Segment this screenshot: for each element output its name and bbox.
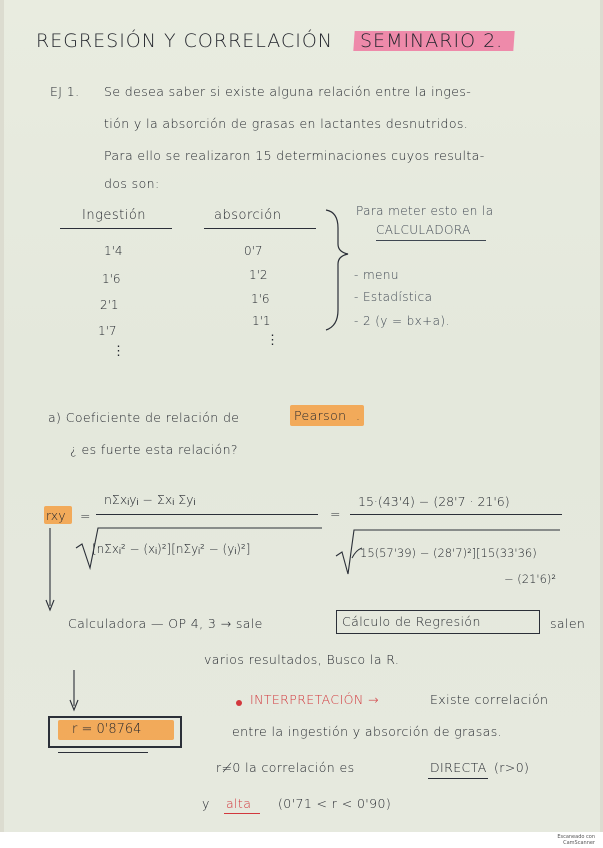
interpretation-directa: DIRECTA xyxy=(430,760,487,775)
scan-footer xyxy=(0,832,603,848)
cell-absorption-4: 1'1 xyxy=(252,314,271,328)
question-b: ¿ es fuerte esta relación? xyxy=(70,442,238,457)
result-value: r = 0'8764 xyxy=(72,722,142,737)
interpretation-text-3a: r≠0 la correlación es xyxy=(216,760,355,775)
exercise-line-1: Se desea saber si existe alguna relación entre la inges- xyxy=(104,84,472,99)
exercise-line-2: tión y la absorción de grasas en lactantes desnutridos. xyxy=(104,116,469,131)
pearson-word: Pearson xyxy=(294,408,347,423)
scanner-line-1: Escaneado con xyxy=(557,834,595,840)
brace-icon xyxy=(326,210,348,330)
formula-numerator: nΣxᵢyᵢ − Σxᵢ Σyᵢ xyxy=(104,492,196,507)
cell-ingestion-4: 1'7 xyxy=(98,324,117,338)
sqrt-sign-2 xyxy=(336,530,560,574)
interpretation-text-1: Existe correlación xyxy=(430,692,549,707)
calc-step-3: - 2 (y = bx+a). xyxy=(354,314,450,328)
hand-drawn-strokes xyxy=(4,0,600,832)
column-header-absorption: absorción xyxy=(214,208,282,223)
sqrt-sign-1 xyxy=(76,528,322,568)
scanner-watermark xyxy=(557,834,595,846)
question-a-end: . xyxy=(356,408,361,423)
calc-step-2: - Estadística xyxy=(354,290,433,304)
exercise-line-3: Para ello se realizaron 15 determinaciones cuyos resulta- xyxy=(104,148,485,163)
exercise-label: EJ 1. xyxy=(50,84,80,99)
interpretation-text-4a: y xyxy=(202,796,210,811)
calc-step-1: - menu xyxy=(354,268,399,282)
seminar-tag: SEMINARIO 2. xyxy=(360,30,504,52)
cell-ingestion-2: 1'6 xyxy=(102,272,121,286)
cell-ingestion-3: 2'1 xyxy=(100,298,119,312)
column-header-ingestion: Ingestión xyxy=(82,208,147,223)
exercise-line-4: dos son: xyxy=(104,176,160,191)
cell-ingestion-1: 1'4 xyxy=(104,244,123,258)
notebook-page xyxy=(4,0,600,832)
page-title: REGRESIÓN Y CORRELACIÓN xyxy=(36,30,334,52)
bracket-stroke xyxy=(352,548,362,558)
ellipsis-ingestion: ⋮ xyxy=(112,344,125,359)
formula-denominator: [nΣxᵢ² − (xᵢ)²][nΣyᵢ² − (yᵢ)²] xyxy=(92,542,251,556)
cell-absorption-3: 1'6 xyxy=(251,292,270,306)
formula-equals-2: = xyxy=(330,506,341,521)
ellipsis-absorption: ⋮ xyxy=(266,333,279,348)
regression-box-label: Cálculo de Regresión xyxy=(342,614,481,629)
formula-lhs: rxy xyxy=(46,508,66,523)
interpretation-text-4c: (0'71 < r < 0'90) xyxy=(278,796,392,811)
scanner-line-2: CamScanner xyxy=(563,840,595,846)
question-a: a) Coeficiente de relación de xyxy=(48,410,240,425)
calc-note-line-2: CALCULADORA xyxy=(376,223,471,237)
cell-absorption-2: 1'2 xyxy=(249,268,268,282)
interpretation-text-3c: (r>0) xyxy=(494,760,530,775)
values-numerator: 15·(43'4) − (28'7 · 21'6) xyxy=(358,494,510,509)
calc-note-line-1: Para meter esto en la xyxy=(356,204,494,218)
interpretation-title: INTERPRETACIÓN → xyxy=(250,692,379,707)
values-denominator-2: − (21'6)² xyxy=(504,572,556,586)
calc-instruction: Calculadora — OP 4, 3 → sale xyxy=(68,616,263,631)
interpretation-text-2: entre la ingestión y absorción de grasas. xyxy=(232,724,503,739)
calc-instruction-line-2: varios resultados, Busco la R. xyxy=(204,652,400,667)
interpretation-alta: alta xyxy=(226,796,252,811)
formula-equals: = xyxy=(80,508,91,523)
values-denominator-1: 15(57'39) − (28'7)²][15(33'36) xyxy=(360,546,537,560)
cell-absorption-1: 0'7 xyxy=(244,244,263,258)
calc-instruction-end: salen xyxy=(550,616,586,631)
